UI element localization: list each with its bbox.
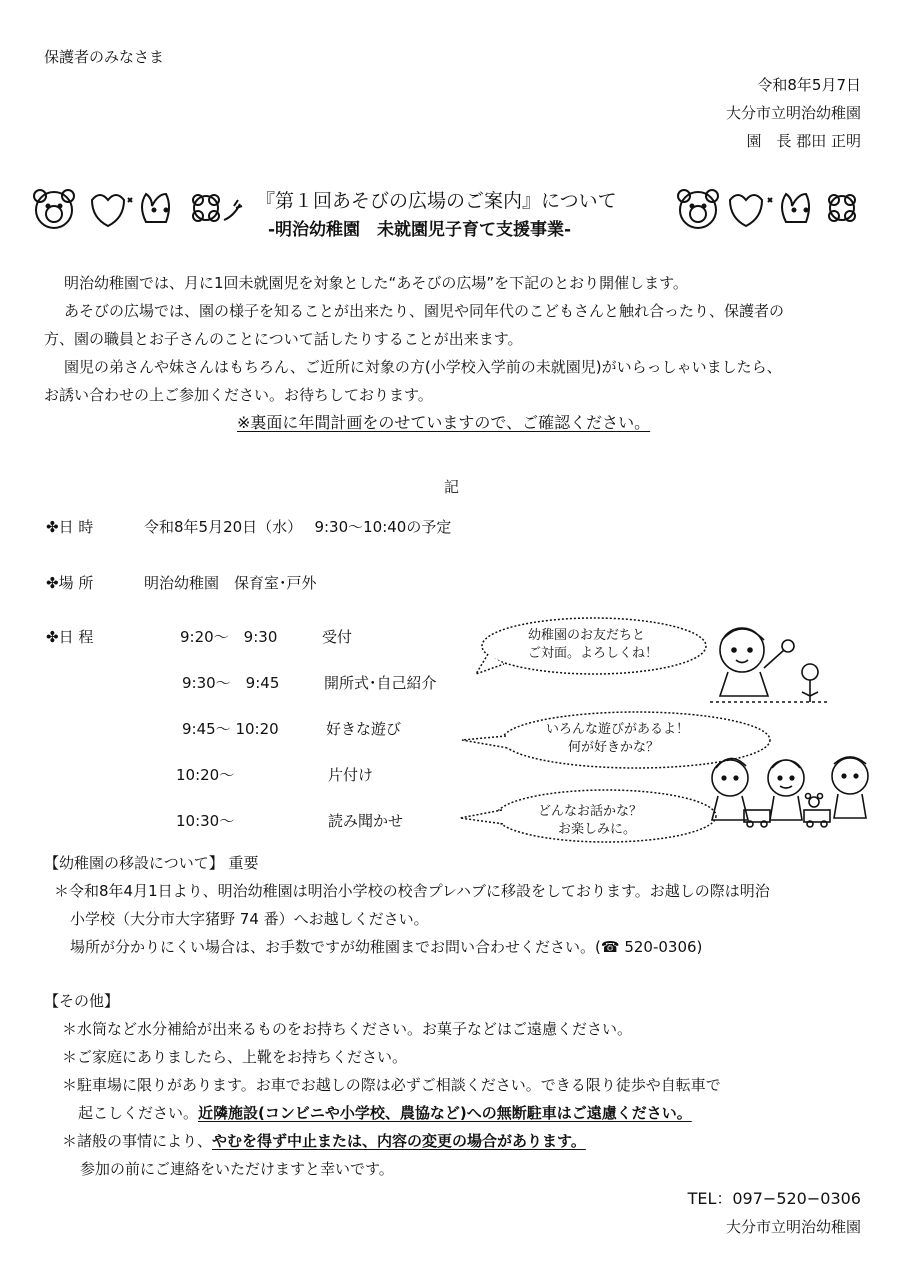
relocation-line-3-text: 場所が分かりにくい場合は、お手数ですが幼稚園までお問い合わせください。( [70, 938, 601, 956]
intro-paragraph-3a: 園児の弟さんや妹さんはもちろん、ご近所に対象の方(小学校入学前の未就園児)がいらっしゃいましたら、 [64, 358, 782, 376]
decorative-animal-icons-right [672, 186, 872, 234]
back-page-notice: ※裏面に年間計画をのせていますので、ご確認ください。 [237, 413, 651, 432]
title-line-1: 『第１回あそびの広場のご案内』について [256, 190, 617, 212]
ki-heading: 記 [444, 478, 460, 496]
relocation-phone: 520-0306) [619, 938, 703, 956]
footer-organization: 大分市立明治幼稚園 [725, 1218, 861, 1236]
schedule-time: 9:30～ 9:45 [182, 674, 280, 692]
schedule-item: 片付け [328, 766, 374, 784]
child-waving-illustration [700, 616, 840, 708]
place-value: 明治幼稚園 保育室･戸外 [144, 574, 317, 592]
no-parking-notice: 近隣施設(コンビニや小学校、農協など)への無断駐車はご遠慮ください。 [198, 1104, 692, 1122]
relocation-line-2: 小学校（大分市大字猪野 74 番）へお越しください。 [70, 910, 429, 928]
other-line-2: ＊ご家庭にありましたら、上靴をお持ちください。 [62, 1048, 408, 1066]
relocation-line-3 [70, 936, 702, 957]
other-line-1: ＊水筒など水分補給が出来るものをお持ちください。お菓子などはご遠慮ください。 [62, 1020, 633, 1038]
other-heading: 【その他】 [44, 992, 120, 1010]
schedule-time: 10:30～ [176, 812, 235, 830]
other-line-5 [62, 1130, 586, 1151]
schedule-time: 9:45～ 10:20 [182, 720, 279, 738]
intro-paragraph-3b: お誘い合わせの上ご参加ください。お待ちしております。 [44, 386, 433, 404]
schedule-item: 好きな遊び [326, 720, 402, 738]
organization: 大分市立明治幼稚園 [725, 104, 861, 122]
other-line-6: 参加の前にご連絡をいただけますと幸いです。 [80, 1160, 394, 1178]
principal-name: 園 長 郡田 正明 [746, 132, 861, 150]
intro-paragraph-2b: 方、園の職員とお子さんのことについて話したりすることが出来ます。 [44, 330, 523, 348]
place-label: ✤場 所 [46, 574, 94, 592]
issue-date: 令和8年5月7日 [757, 76, 861, 94]
bubble-2-line-2: 何が好きかな？ [568, 740, 660, 755]
date-label: ✤日 時 [46, 518, 94, 536]
bubble-3-line-1: どんなお話かな？ [538, 804, 643, 819]
other-line-4-text: 起こしください。 [78, 1104, 199, 1122]
phone-icon: ☎ [600, 938, 620, 956]
bubble-1-line-2: ご対面。よろしくね！ [528, 646, 659, 661]
schedule-time: 9:20～ 9:30 [180, 628, 278, 646]
other-line-4 [78, 1102, 692, 1123]
schedule-time: 10:20～ [176, 766, 235, 784]
other-line-3: ＊駐車場に限りがあります。お車でお越しの際は必ずご相談ください。できる限り徒歩や自転車で [62, 1076, 721, 1094]
date-value: 令和8年5月20日（水） 9:30～10:40の予定 [144, 518, 452, 536]
intro-paragraph-1: 明治幼稚園では、月に1回未就園児を対象とした“あそびの広場”を下記のとおり開催します。 [64, 274, 688, 292]
cancellation-notice: やむを得ず中止または、内容の変更の場合があります。 [212, 1132, 586, 1150]
intro-paragraph-2a: あそびの広場では、園の様子を知ることが出来たり、園児や同年代のこどもさんと触れ合ったり、保護者の [64, 302, 785, 320]
footer-telephone: TEL：097−520−0306 [687, 1189, 861, 1208]
children-playing-illustration [700, 748, 880, 828]
bubble-1-line-1: 幼稚園のお友だちと [528, 628, 646, 643]
addressee: 保護者のみなさま [44, 48, 165, 66]
decorative-animal-icons-left [28, 186, 250, 234]
relocation-heading: 【幼稚園の移設について】 重要 [44, 854, 259, 872]
other-line-5-text: ＊諸般の事情により、 [62, 1132, 213, 1150]
bubble-3-line-2: お楽しみに。 [558, 822, 637, 837]
schedule-item: 受付 [322, 628, 353, 646]
relocation-line-1: ＊令和8年4月1日より、明治幼稚園は明治小学校の校舎プレハブに移設をしております。お越しの際は明治 [54, 882, 770, 900]
schedule-item: 読み聞かせ [328, 812, 404, 830]
schedule-item: 開所式･自己紹介 [324, 674, 437, 692]
title-line-2: -明治幼稚園 未就園児子育て支援事業- [268, 220, 572, 240]
schedule-label: ✤日 程 [46, 628, 94, 646]
bubble-2-line-1: いろんな遊びがあるよ！ [546, 722, 690, 737]
